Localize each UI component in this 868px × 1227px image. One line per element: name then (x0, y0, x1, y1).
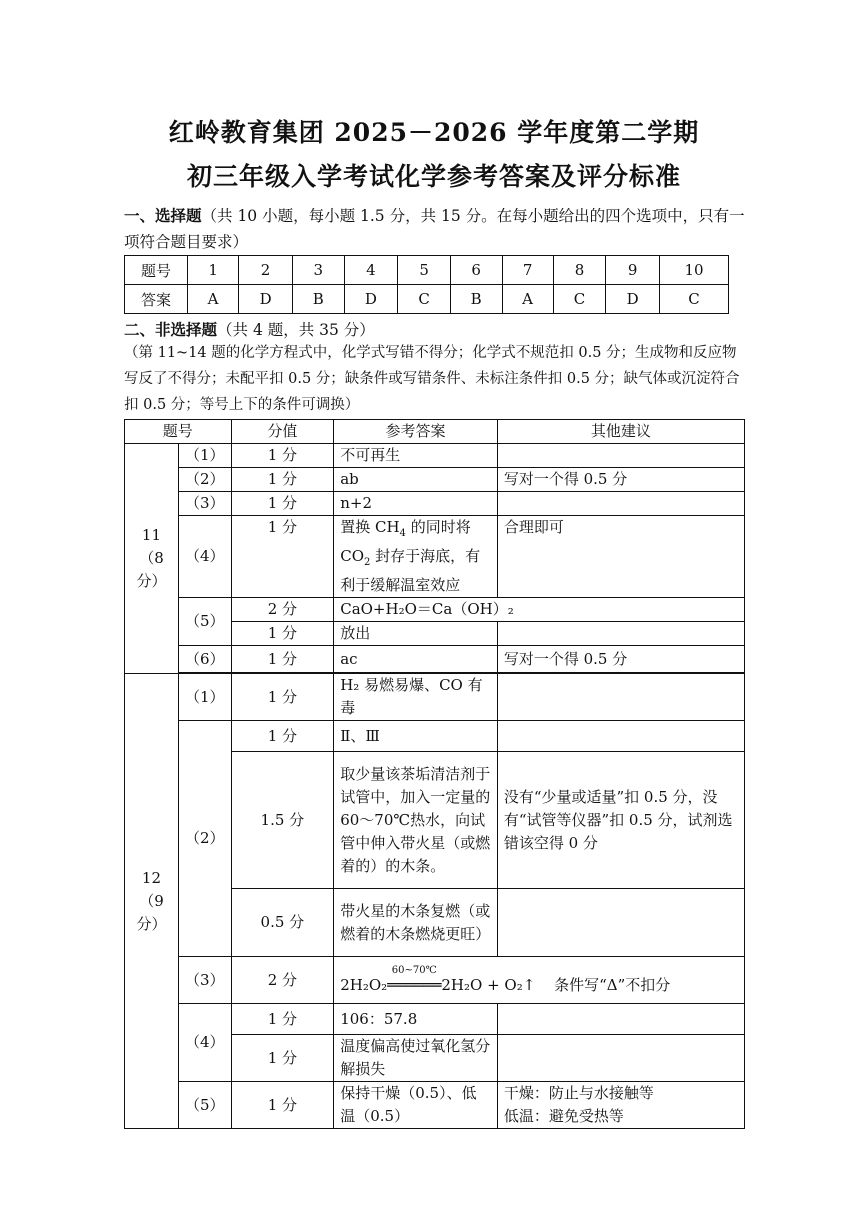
answer: Ⅱ、Ⅲ (334, 721, 498, 752)
section-1-instructions: （共 10 小题，每小题 1.5 分，共 15 分。在每小题给出的四个选项中，只有一项符合题目要求） (124, 207, 745, 251)
header-question: 题号 (125, 420, 232, 444)
section-2-instructions: （共 4 题，共 35 分） (217, 321, 375, 339)
sub-question: （3） (178, 957, 231, 1004)
cell: D (606, 285, 660, 314)
answer: 温度偏高使过氧化氢分解损失 (334, 1035, 498, 1082)
answer: 不可再生 (334, 444, 498, 468)
score: 1 分 (231, 721, 334, 752)
table-row (125, 516, 745, 598)
row-label: 题号 (125, 256, 188, 285)
score: 2 分 (231, 957, 334, 1004)
suggestion (497, 444, 744, 468)
answer: H₂ 易燃易爆、CO 有毒 (334, 674, 498, 721)
answer: ab (334, 468, 498, 492)
equation-left: 2H₂O₂ (340, 975, 388, 994)
cell: C (660, 285, 729, 314)
score: 1 分 (231, 1082, 334, 1129)
equals-sign: ══════ (387, 975, 442, 994)
question-number: 11（8分） (125, 444, 179, 674)
suggestion (497, 1082, 744, 1129)
sub-question: （4） (178, 1004, 231, 1082)
answer-part: 置换 CH (340, 518, 400, 536)
sub-question: （3） (178, 492, 231, 516)
answer (334, 516, 498, 598)
suggestion: 没有“少量或适量”扣 0.5 分，没有“试管等仪器”扣 0.5 分，试剂选错该空得 0 分 (497, 752, 744, 889)
table-row (125, 256, 729, 285)
condition-text: 60~70℃ (391, 964, 437, 976)
cell: C (398, 285, 451, 314)
sub-question: （2） (178, 468, 231, 492)
cell: A (502, 285, 553, 314)
header-suggestion: 其他建议 (497, 420, 744, 444)
answer: ac (334, 646, 498, 673)
suggestion (497, 622, 744, 646)
cell: D (239, 285, 293, 314)
cell: 6 (450, 256, 502, 285)
subscript: 4 (399, 528, 406, 539)
row-label: 答案 (125, 285, 188, 314)
answer: CaO+H₂O＝Ca（OH）₂ (334, 598, 745, 622)
suggestion: 写对一个得 0.5 分 (497, 468, 744, 492)
page-title: 红岭教育集团 2025－2026 学年度第二学期 (168, 118, 700, 147)
suggestion (497, 1035, 744, 1082)
answer: 保持干燥（0.5）、低温（0.5） (334, 1082, 498, 1129)
section-2-title: 二、非选择题 (124, 320, 218, 339)
suggestion (497, 889, 744, 957)
table-row (125, 1004, 745, 1035)
sub-question: （1） (178, 674, 231, 721)
equation (334, 957, 745, 1004)
cell: 4 (344, 256, 398, 285)
answer: 带火星的木条复燃（或燃着的木条燃烧更旺） (334, 889, 498, 957)
suggestion-line: 干燥：防止与水接触等 (503, 1084, 654, 1102)
suggestion: 写对一个得 0.5 分 (497, 646, 744, 673)
score: 1.5 分 (231, 752, 334, 889)
score: 2 分 (231, 598, 334, 622)
suggestion: 合理即可 (497, 516, 744, 598)
cell: 3 (292, 256, 344, 285)
score: 1 分 (231, 516, 334, 598)
section-1-heading (124, 203, 749, 255)
cell: 5 (398, 256, 451, 285)
answer-part: 的同时将 CO (340, 518, 471, 565)
page-subtitle: 初三年级入学考试化学参考答案及评分标准 (186, 162, 681, 191)
cell: 1 (188, 256, 239, 285)
header-answer: 参考答案 (334, 420, 498, 444)
answer-part: 封存于海底，有利于缓解温室效应 (340, 547, 481, 594)
answer: n+2 (334, 492, 498, 516)
score: 1 分 (231, 622, 334, 646)
table-row (125, 598, 745, 622)
cell: 9 (606, 256, 660, 285)
score: 0.5 分 (231, 889, 334, 957)
reaction-condition (387, 964, 442, 997)
cell: C (553, 285, 606, 314)
score: 1 分 (231, 468, 334, 492)
score: 1 分 (231, 492, 334, 516)
header-score: 分值 (231, 420, 334, 444)
answer: 106：57.8 (334, 1004, 498, 1035)
table-row (125, 285, 729, 314)
equation-right: 2H₂O + O₂↑ (441, 975, 536, 994)
equation-note: 条件写“Δ”不扣分 (554, 975, 671, 994)
answer-table (124, 419, 745, 1129)
answer: 取少量该茶垢清洁剂于试管中，加入一定量的 60～70℃热水，向试管中伸入带火星（或燃着的）的木条。 (334, 752, 498, 889)
sub-question: （1） (178, 444, 231, 468)
sub-question: （2） (178, 721, 231, 957)
sub-question: （5） (178, 598, 231, 646)
grading-note: （第 11~14 题的化学方程式中，化学式写错不得分；化学式不规范扣 0.5 分；生成物和反应物写反了不得分；未配平扣 0.5 分；缺条件或写错条件、未标注条件扣 0.5 分；缺气体或沉淀符合扣 0.5 分；等号上下的条件可调换） (124, 345, 740, 413)
cell: B (450, 285, 502, 314)
question-number: 12（9分） (125, 674, 179, 1129)
sub-question: （4） (178, 516, 231, 598)
suggestion (497, 674, 744, 721)
cell: D (344, 285, 398, 314)
cell: A (188, 285, 239, 314)
table-row (125, 492, 745, 516)
suggestion (497, 721, 744, 752)
suggestion (497, 492, 744, 516)
table-header-row (125, 420, 745, 444)
cell: 8 (553, 256, 606, 285)
cell: 2 (239, 256, 293, 285)
suggestion (497, 1004, 744, 1035)
cell: 10 (660, 256, 729, 285)
sub-question: （5） (178, 1082, 231, 1129)
table-row (125, 444, 745, 468)
table-row (125, 721, 745, 752)
multiple-choice-table (124, 255, 729, 314)
score: 1 分 (231, 444, 334, 468)
section-1-title: 一、选择题 (124, 206, 202, 225)
score: 1 分 (231, 646, 334, 673)
table-row (125, 1082, 745, 1129)
sub-question: （6） (178, 646, 231, 673)
table-row (125, 674, 745, 721)
table-row (125, 957, 745, 1004)
table-row (125, 646, 745, 673)
score: 1 分 (231, 1004, 334, 1035)
table-row (125, 468, 745, 492)
cell: 7 (502, 256, 553, 285)
suggestion-line: 低温：避免受热等 (503, 1107, 624, 1125)
score: 1 分 (231, 674, 334, 721)
subscript: 2 (364, 557, 371, 568)
answer: 放出 (334, 622, 498, 646)
cell: B (292, 285, 344, 314)
score: 1 分 (231, 1035, 334, 1082)
